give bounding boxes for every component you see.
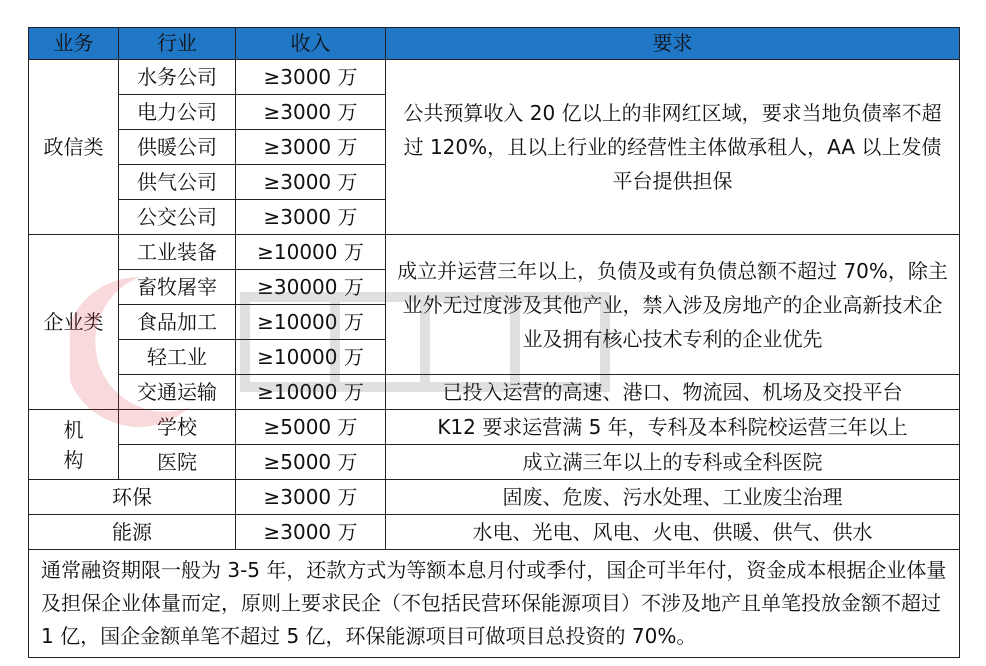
table-row — [29, 60, 960, 95]
income-cell: ≥3000 万 — [236, 200, 386, 235]
header-requirement: 要求 — [386, 28, 960, 60]
industry-cell: 医院 — [119, 445, 236, 480]
table-row — [29, 410, 960, 445]
category-enterprise: 企业类 — [29, 235, 119, 410]
table-row — [29, 480, 960, 515]
table-row — [29, 375, 960, 410]
category-institution-line1: 机 — [63, 417, 84, 442]
industry-cell: 食品加工 — [119, 305, 236, 340]
requirement-cell: 固废、危废、污水处理、工业废尘治理 — [386, 480, 960, 515]
requirement-gov: 公共预算收入 20 亿以上的非网红区域，要求当地负债率不超过 120%，且以上行业的经营性主体做承租人，AA 以上发债平台提供担保 — [386, 60, 960, 235]
table-header-row — [29, 28, 960, 60]
financing-note: 通常融资期限一般为 3-5 年，还款方式为等额本息月付或季付，国企可半年付，资金成本根据企业体量及担保企业体量而定，原则上要求民企（不包括民营环保能源项目）不涉及地产且单笔投放金额不超过 1 亿，国企金额单笔不超过 5 亿，环保能源项目可做项目总投资的 70%。 — [29, 550, 960, 658]
industry-cell: 轻工业 — [119, 340, 236, 375]
income-cell: ≥10000 万 — [236, 235, 386, 270]
income-cell: ≥10000 万 — [236, 340, 386, 375]
table-row — [29, 445, 960, 480]
industry-cell: 电力公司 — [119, 95, 236, 130]
industry-cell: 交通运输 — [119, 375, 236, 410]
note-row — [29, 550, 960, 658]
table-row — [29, 515, 960, 550]
income-cell: ≥3000 万 — [236, 480, 386, 515]
category-energy: 能源 — [29, 515, 236, 550]
category-institution-line2: 构 — [63, 447, 84, 472]
income-cell: ≥5000 万 — [236, 410, 386, 445]
financing-table — [28, 27, 960, 658]
income-cell: ≥3000 万 — [236, 165, 386, 200]
requirement-cell: 成立满三年以上的专科或全科医院 — [386, 445, 960, 480]
income-cell: ≥10000 万 — [236, 375, 386, 410]
requirement-transport: 已投入运营的高速、港口、物流园、机场及交投平台 — [386, 375, 960, 410]
header-income: 收入 — [236, 28, 386, 60]
income-cell: ≥5000 万 — [236, 445, 386, 480]
header-business: 业务 — [29, 28, 119, 60]
income-cell: ≥3000 万 — [236, 60, 386, 95]
industry-cell: 畜牧屠宰 — [119, 270, 236, 305]
industry-cell: 供暖公司 — [119, 130, 236, 165]
requirement-cell: K12 要求运营满 5 年，专科及本科院校运营三年以上 — [386, 410, 960, 445]
financing-table-container — [28, 27, 959, 658]
industry-cell: 公交公司 — [119, 200, 236, 235]
income-cell: ≥30000 万 — [236, 270, 386, 305]
table-row — [29, 235, 960, 270]
category-institution — [29, 410, 119, 480]
category-gov: 政信类 — [29, 60, 119, 235]
requirement-cell: 水电、光电、风电、火电、供暖、供气、供水 — [386, 515, 960, 550]
income-cell: ≥3000 万 — [236, 515, 386, 550]
industry-cell: 水务公司 — [119, 60, 236, 95]
category-env: 环保 — [29, 480, 236, 515]
requirement-enterprise: 成立并运营三年以上，负债及或有负债总额不超过 70%，除主业外无过度涉及其他产业，禁入涉及房地产的企业高新技术企业及拥有核心技术专利的企业优先 — [386, 235, 960, 375]
header-industry: 行业 — [119, 28, 236, 60]
industry-cell: 供气公司 — [119, 165, 236, 200]
income-cell: ≥10000 万 — [236, 305, 386, 340]
income-cell: ≥3000 万 — [236, 95, 386, 130]
industry-cell: 工业装备 — [119, 235, 236, 270]
income-cell: ≥3000 万 — [236, 130, 386, 165]
industry-cell: 学校 — [119, 410, 236, 445]
